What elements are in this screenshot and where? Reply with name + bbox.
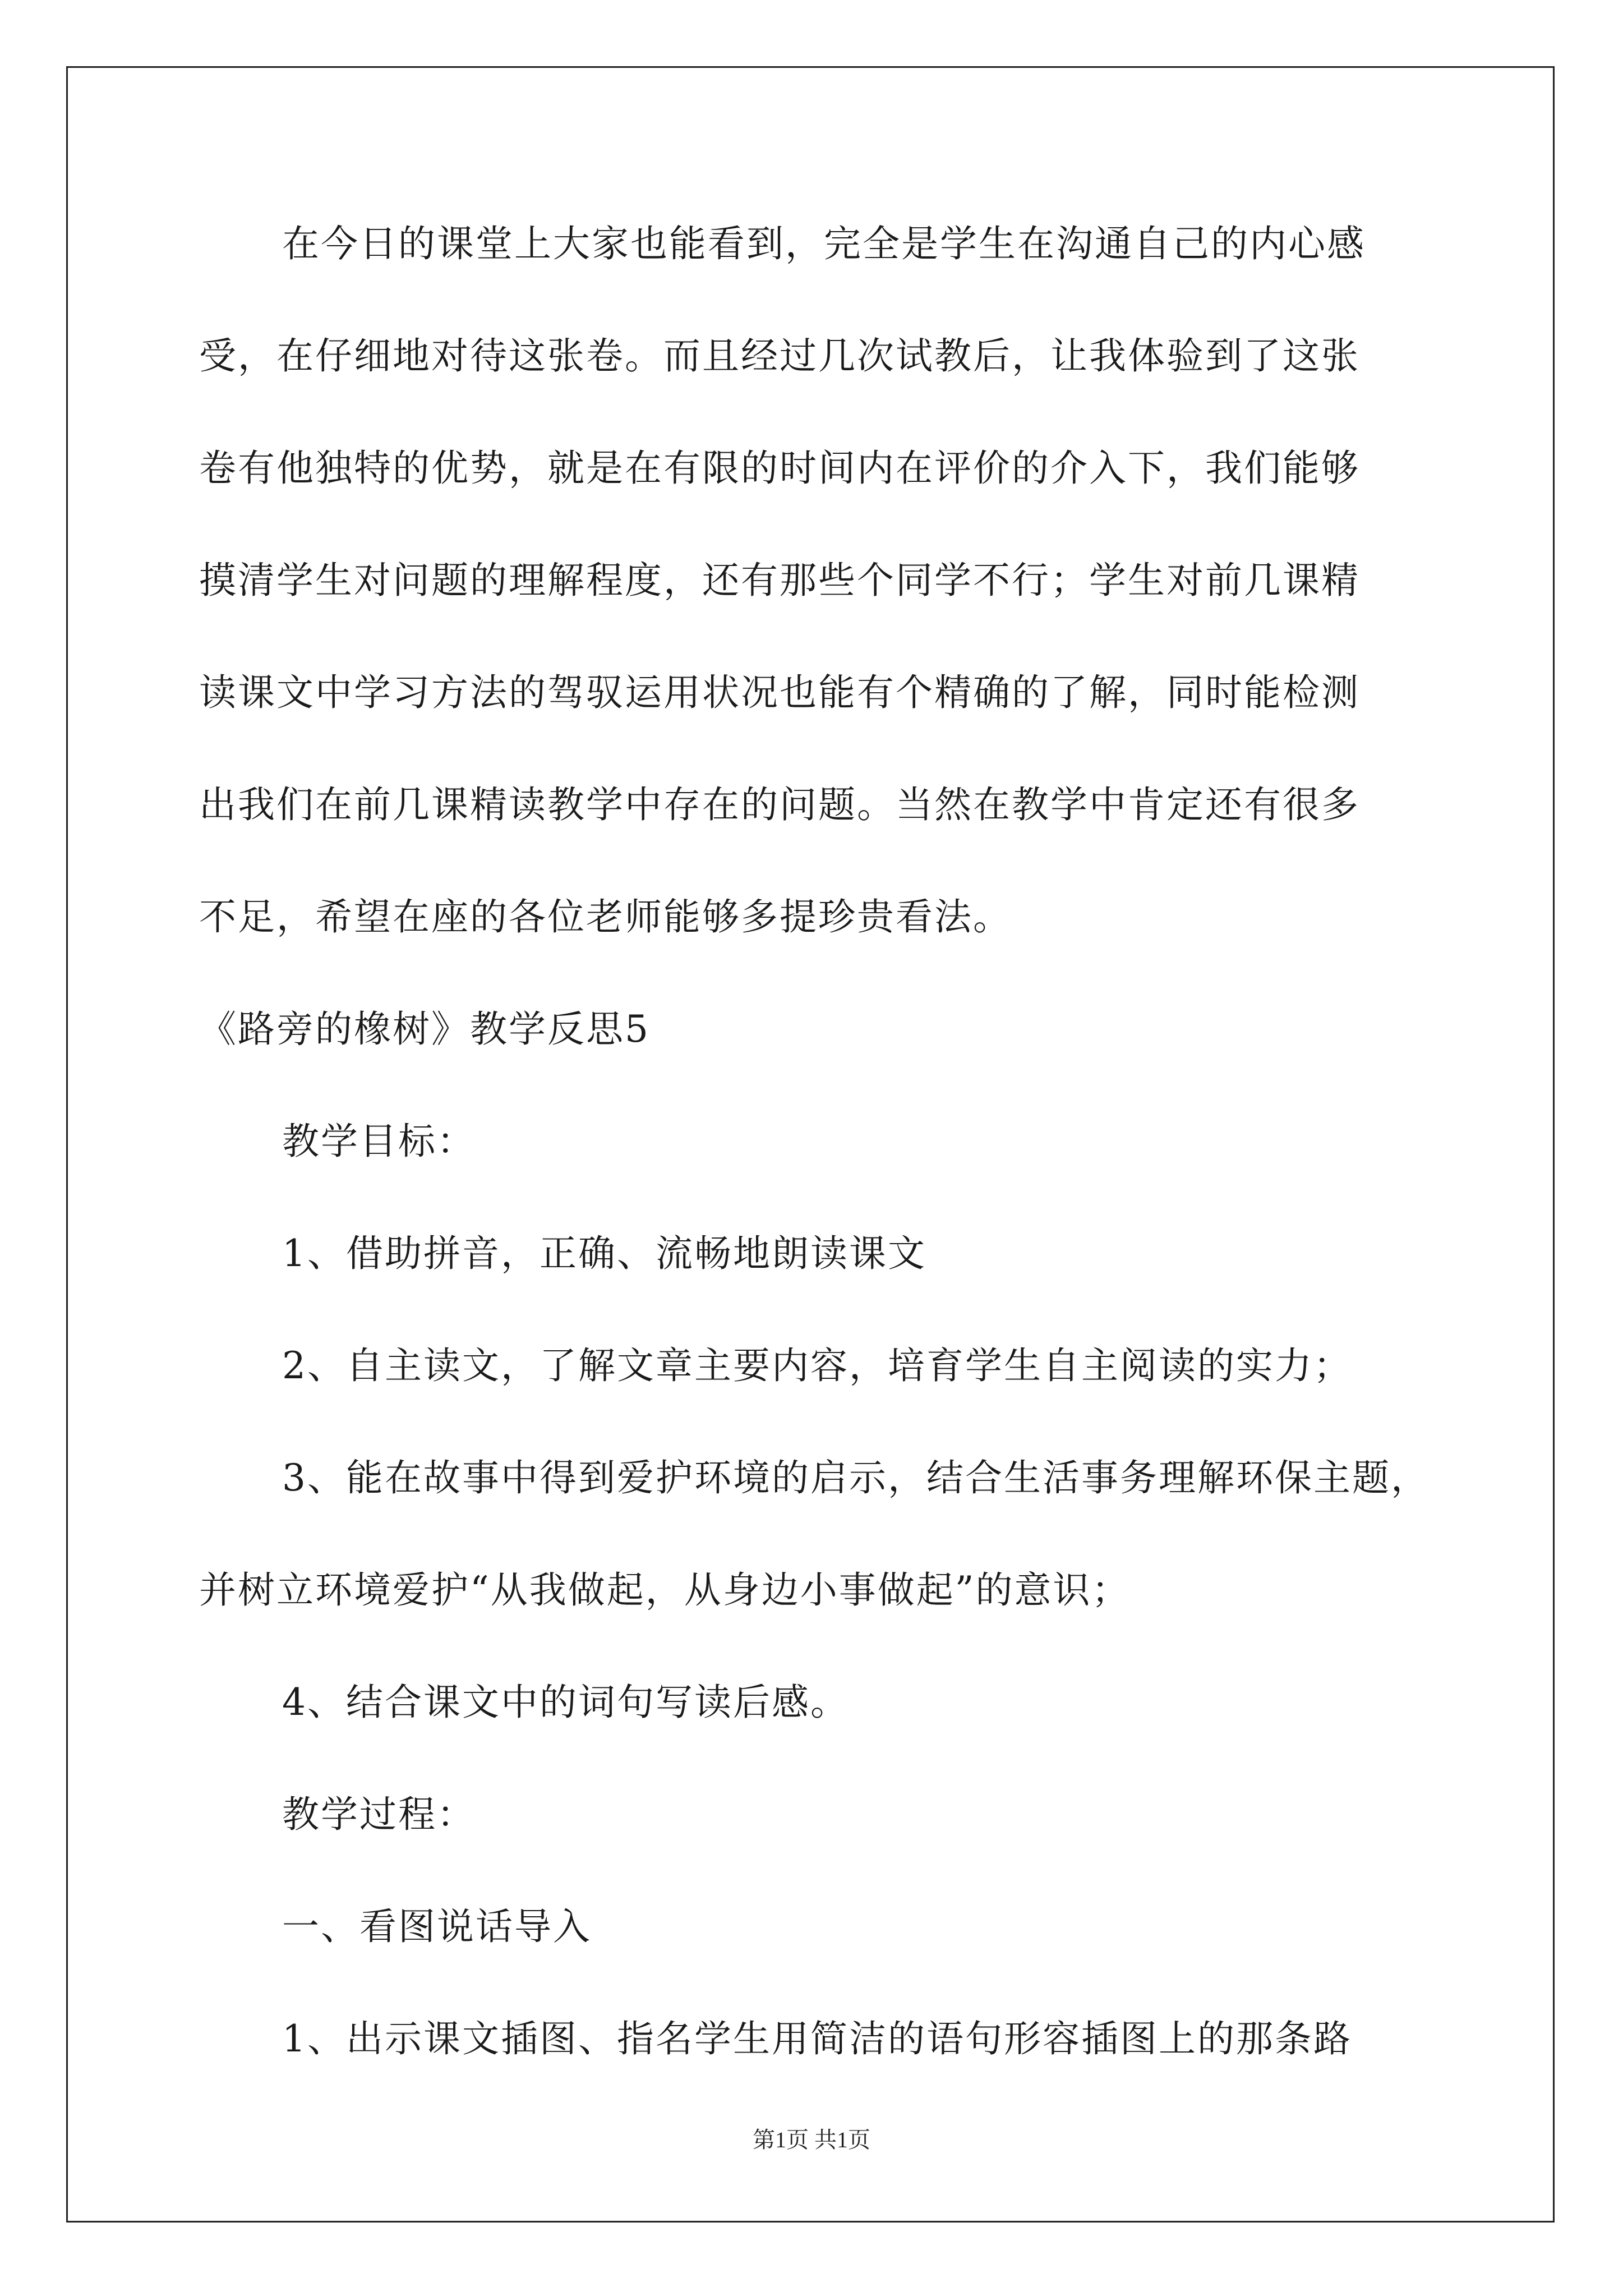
text-line: 出我们在前几课精读教学中存在的问题。当然在教学中肯定还有很多 <box>199 783 1360 826</box>
text-line: 读课文中学习方法的驾驭运用状况也能有个精确的了解，同时能检测 <box>199 671 1360 714</box>
text-line: 并树立环境爱护“从我做起，从身边小事做起”的意识； <box>199 1568 1131 1612</box>
text-line: 一、看图说话导入 <box>282 1905 592 1948</box>
text-line: 4、结合课文中的词句写读后感。 <box>282 1681 849 1724</box>
text-line: 不足，希望在座的各位老师能够多提珍贵看法。 <box>199 895 1012 938</box>
text-line: 1、出示课文插图、指名学生用简洁的语句形容插图上的那条路 <box>282 2017 1352 2060</box>
document-body <box>199 216 1433 2123</box>
text-line: 1、借助拼音，正确、流畅地朗读课文 <box>282 1232 926 1275</box>
text-line: 在今日的课堂上大家也能看到，完全是学生在沟通自己的内心感 <box>282 222 1366 265</box>
text-line: 教学目标： <box>282 1120 476 1163</box>
section-heading: 《路旁的橡树》教学反思5 <box>199 1007 650 1051</box>
text-line: 卷有他独特的优势，就是在有限的时间内在评价的介入下，我们能够 <box>199 447 1360 490</box>
text-line: 教学过程： <box>282 1793 476 1836</box>
text-line: 摸清学生对问题的理解程度，还有那些个同学不行；学生对前几课精 <box>199 559 1360 602</box>
text-line: 受，在仔细地对待这张卷。而且经过几次试教后，让我体验到了这张 <box>199 334 1360 378</box>
text-line: 3、能在故事中得到爱护环境的启示，结合生活事务理解环保主题， <box>282 1456 1430 1499</box>
page-number-footer: 第1页 共1页 <box>753 2127 870 2152</box>
text-line: 2、自主读文，了解文章主要内容，培育学生自主阅读的实力； <box>282 1344 1352 1387</box>
